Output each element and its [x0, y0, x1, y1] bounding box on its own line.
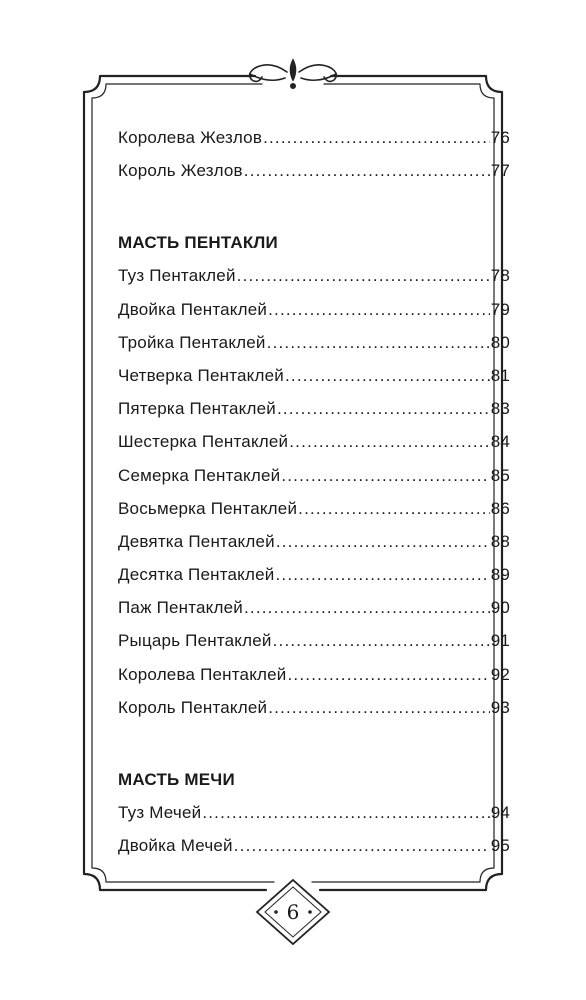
- toc-entry-title: Паж Пентаклей: [118, 598, 243, 618]
- dot-leader: [289, 432, 489, 452]
- toc-entry-page: 81: [490, 365, 510, 385]
- table-of-contents: [118, 128, 510, 869]
- toc-entry-title: Король Пентаклей: [118, 697, 268, 717]
- toc-entry[interactable]: [118, 499, 510, 532]
- dot-leader: [244, 161, 490, 181]
- toc-entry-page: 85: [490, 465, 510, 485]
- toc-entry[interactable]: [118, 836, 510, 869]
- toc-entry-page: 89: [490, 565, 510, 585]
- toc-entry[interactable]: [118, 266, 510, 299]
- toc-entry-title: Семерка Пентаклей: [118, 465, 281, 485]
- dot-leader: [268, 698, 489, 718]
- toc-entry-page: 90: [490, 598, 510, 618]
- toc-entry-title: Туз Пентаклей: [118, 266, 236, 286]
- dot-leader: [234, 836, 490, 856]
- dot-leader: [263, 128, 490, 148]
- toc-entry-title: Пятерка Пентаклей: [118, 399, 276, 419]
- toc-entry-title: Двойка Мечей: [118, 836, 233, 856]
- toc-entry-title: Королева Пентаклей: [118, 664, 287, 684]
- toc-entry[interactable]: [118, 598, 510, 631]
- toc-entry-title: Десятка Пентаклей: [118, 565, 275, 585]
- toc-entry-page: 92: [490, 664, 510, 684]
- toc-entry-title: Туз Мечей: [118, 803, 202, 822]
- dot-leader: [202, 803, 489, 823]
- toc-entry[interactable]: [118, 399, 510, 432]
- dot-leader: [281, 466, 489, 486]
- dot-leader: [273, 631, 490, 651]
- toc-entry-page: 94: [490, 803, 510, 822]
- toc-entry[interactable]: [118, 161, 510, 194]
- toc-entry-title: Двойка Пентаклей: [118, 299, 268, 319]
- dot-leader: [275, 565, 489, 585]
- toc-entry-page: 83: [490, 399, 510, 419]
- toc-entry[interactable]: [118, 466, 510, 499]
- toc-entry[interactable]: [118, 432, 510, 465]
- toc-entry[interactable]: [118, 128, 510, 161]
- toc-entry-title: Шестерка Пентаклей: [118, 432, 289, 452]
- section-heading-pentacles: МАСТЬ ПЕНТАКЛИ: [118, 233, 278, 253]
- section-heading-swords: МАСТЬ МЕЧИ: [118, 770, 235, 789]
- toc-entry-page: 76: [490, 128, 510, 147]
- toc-entry-title: Королева Жезлов: [118, 128, 263, 147]
- toc-entry[interactable]: [118, 300, 510, 333]
- toc-entry-title: Восьмерка Пентаклей: [118, 498, 298, 518]
- dot-leader: [268, 300, 490, 320]
- dot-leader: [276, 532, 490, 552]
- toc-entry-page: 78: [490, 266, 510, 286]
- toc-entry-page: 80: [490, 332, 510, 352]
- toc-entry[interactable]: [118, 333, 510, 366]
- top-ornament-icon: [250, 60, 337, 88]
- toc-entry-title: Девятка Пентаклей: [118, 531, 275, 551]
- page-number: 6: [286, 900, 300, 924]
- toc-entry[interactable]: [118, 631, 510, 664]
- toc-entry-page: 77: [490, 161, 510, 181]
- dot-leader: [277, 399, 490, 419]
- toc-entry[interactable]: [118, 532, 510, 565]
- dot-leader: [298, 499, 490, 519]
- toc-entry-title: Тройка Пентаклей: [118, 332, 266, 352]
- toc-entry-page: 93: [490, 697, 510, 717]
- toc-entry[interactable]: [118, 803, 510, 836]
- toc-entry[interactable]: [118, 366, 510, 399]
- toc-entry-title: Четверка Пентаклей: [118, 365, 284, 385]
- dot-leader: [237, 266, 490, 286]
- toc-entry[interactable]: [118, 565, 510, 598]
- toc-entry-page: 95: [490, 836, 510, 856]
- dot-leader: [288, 665, 490, 685]
- dot-leader: [267, 333, 490, 353]
- toc-entry[interactable]: [118, 698, 510, 731]
- toc-entry-page: 88: [490, 531, 510, 551]
- dot-leader: [285, 366, 490, 386]
- toc-entry[interactable]: [118, 665, 510, 698]
- dot-leader: [244, 598, 490, 618]
- toc-entry-page: 86: [490, 498, 510, 518]
- toc-entry-page: 91: [490, 631, 510, 651]
- toc-entry-page: 84: [490, 432, 510, 452]
- toc-entry-title: Король Жезлов: [118, 161, 243, 181]
- toc-entry-page: 79: [490, 299, 510, 319]
- toc-entry-title: Рыцарь Пентаклей: [118, 631, 272, 651]
